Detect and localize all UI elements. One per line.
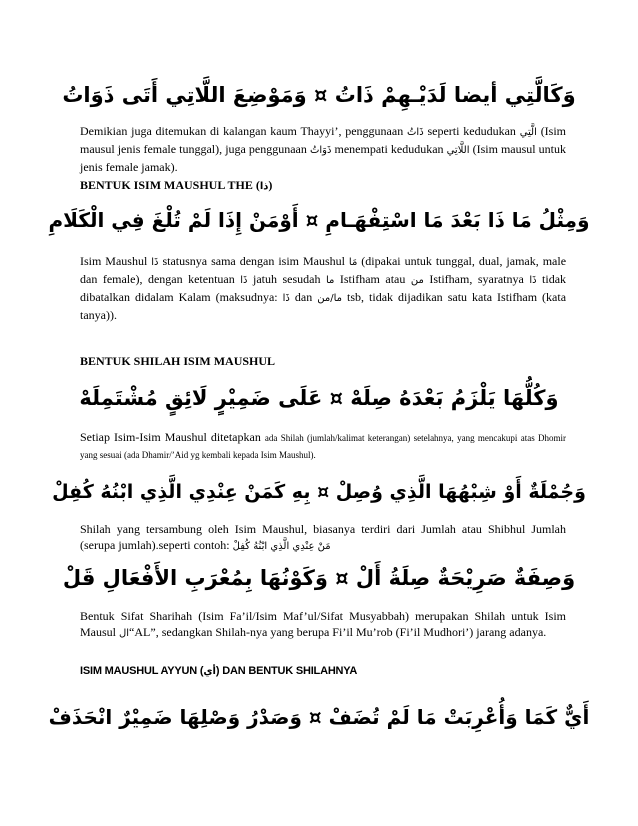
paragraph-3 bbox=[80, 429, 566, 463]
p2-text-1: Isim Maushul bbox=[80, 254, 148, 268]
p1-text-3: (Isim mausul jenis female tunggal), juga penggunaan bbox=[80, 124, 567, 156]
p2-text-2: statusnya sama dengan isim Maushul bbox=[162, 254, 345, 268]
p2-text-7: tidak dibatalkan didalam Kalam (maksudnya: bbox=[80, 272, 567, 304]
p4-text-1: Shilah yang tersambung oleh Isim Maushul, biasanya terdiri dari Jumlah atau Shibhul Jumlah (serupa jumlah).seperti contoh: bbox=[80, 522, 566, 552]
p2-text-4: jatuh sesudah bbox=[253, 272, 321, 286]
p1-text-2: seperti kedudukan bbox=[427, 124, 516, 138]
verse-3: وَكُلُّهَا يَلْزَمُ بَعْدَهُ صِلَهْ ¤ عَلَى ضَمِيْرٍ لَائِقٍ مُشْتَمِلَهْ bbox=[79, 386, 559, 410]
p1-arabic-2: الَّتِي bbox=[519, 127, 537, 138]
paragraph-2 bbox=[80, 253, 566, 323]
p2-text-9: tsb, tidak dijadikan satu kata Istifham (kata tanya)). bbox=[80, 290, 567, 322]
paragraph-1 bbox=[80, 123, 566, 175]
p2-arabic-6: ذَا bbox=[529, 275, 537, 286]
verse-2: وَمِثْلُ مَا ذَا بَعْدَ مَا اسْتِفْهَـامِ ¤ أَوْمَنْ إِذَا لَمْ تُلْغَ فِي الْكَلَامِ bbox=[48, 208, 590, 232]
heading-1-arabic: ذا bbox=[259, 181, 269, 192]
p1-text-5: (Isim mausul untuk jenis female jamak). bbox=[80, 142, 567, 174]
verse-4: وَجُمْلَةٌ أَوْ شِبْهُهَا الَّذِي وُصِلْ ¤ بِهِ كَمَنْ عِنْدِي الَّذِي ابْنُهُ كُفِلْ bbox=[52, 481, 586, 503]
paragraph-5 bbox=[80, 608, 566, 642]
p2-arabic-3: ذَا bbox=[240, 275, 248, 286]
p2-text-3: (dipakai untuk tunggal, dual, jamak, male dan female), dengan ketentuan bbox=[80, 254, 567, 286]
p2-arabic-2: مَا bbox=[348, 257, 358, 268]
p2-text-5: Istifham atau bbox=[339, 272, 406, 286]
heading-1-close: ) bbox=[268, 178, 273, 192]
heading-isim-maushul-ayyun bbox=[80, 663, 357, 680]
p3-text-1: Setiap Isim-Isim Maushul ditetapkan bbox=[80, 430, 261, 444]
p5-arabic-1: ال bbox=[119, 628, 130, 639]
p1-arabic-3: ذَوَاتُ bbox=[309, 145, 332, 156]
verse-1: وَكَالَّتِي أيضا لَدَيْـهِمْ ذَاتُ ¤ وَمَوْضِعَ اللَّاتِي أَتَى ذَوَاتُ bbox=[62, 83, 576, 107]
heading-1-text: BENTUK ISIM MAUSHUL THE ( bbox=[80, 178, 260, 192]
heading-3-text: ISIM MAUSHUL AYYUN ( bbox=[80, 665, 204, 677]
p5-text-2: “AL”, sedangkan Shilah-nya yang berupa Fi’il Mu’rob (Fi’il Mudhori’) jarang adanya. bbox=[129, 625, 547, 639]
paragraph-4 bbox=[80, 521, 566, 555]
heading-bentuk-shilah: BENTUK SHILAH ISIM MAUSHUL bbox=[80, 354, 276, 368]
p4-arabic-1: مَنْ عِنْدِي الَّذِي ابْنُهُ كُفِلْ bbox=[232, 541, 331, 552]
p5-text-1: Bentuk Sifat Sharihah (Isim Fa’il/Isim Maf’ul/Sifat Musyabbah) merupakan Shilah untuk Isim Mausul bbox=[80, 609, 566, 639]
p1-text-1: Demikian juga ditemukan di kalangan kaum Thayyi’, penggunaan bbox=[80, 124, 404, 138]
p1-arabic-4: اللَّاتِي bbox=[446, 145, 470, 156]
heading-3-close: ) DAN BENTUK SHILAHNYA bbox=[215, 665, 358, 677]
p2-arabic-7: ذَا bbox=[282, 293, 290, 304]
p2-text-6: Istifham, syaratnya bbox=[429, 272, 524, 286]
p2-arabic-8: ما/من bbox=[317, 293, 342, 304]
heading-3-arabic: أي bbox=[203, 666, 216, 677]
p1-text-4: menempati kedudukan bbox=[334, 142, 444, 156]
p2-text-8: dan bbox=[294, 290, 313, 304]
verse-6: أَيٌّ كَمَا وَأُعْرِبَتْ مَا لَمْ تُضَفْ ¤ وَصَدْرُ وَصْلِهَا ضَمِيْرٌ انْحَذَفْ bbox=[48, 705, 590, 729]
p3-small-text: ada Shilah (jumlah/kalimat keterangan) setelahnya, yang mencakupi atas Dhomir yang sesuai (ada Dhamir/’Aid yg kembali kepada Isim Maushul). bbox=[80, 433, 567, 460]
p2-arabic-1: ذَا bbox=[151, 257, 159, 268]
p1-arabic-1: ذَاتُ bbox=[407, 127, 424, 138]
p2-arabic-4: ما bbox=[325, 275, 335, 286]
p2-arabic-5: من bbox=[410, 275, 424, 286]
verse-5: وَصِفَةٌ صَرِيْحَةٌ صِلَةُ أَلْ ¤ وَكَوْنُهَا بِمُعْرَبِ الأَفْعَالِ قَلْ bbox=[62, 566, 576, 590]
heading-bentuk-isim-maushul-the bbox=[80, 177, 272, 195]
